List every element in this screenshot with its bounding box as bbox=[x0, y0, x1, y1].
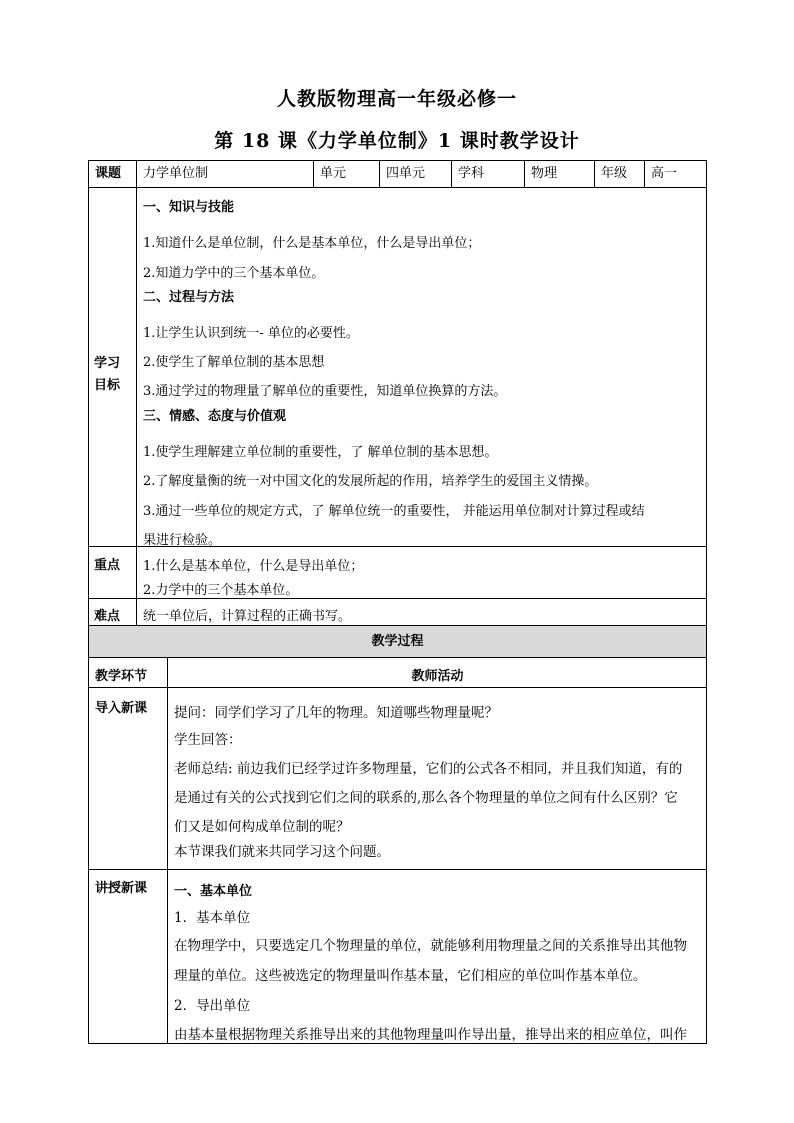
goals-label-1: 学习 bbox=[94, 356, 121, 371]
difficulty-label: 难点 bbox=[94, 609, 121, 624]
key-points-label: 重点 bbox=[94, 558, 121, 573]
intro-label: 导入新课 bbox=[95, 701, 148, 716]
intro-line: 们又是如何构成单位制的呢？ bbox=[174, 819, 350, 835]
header-cell-grade-label: 年级 bbox=[594, 161, 644, 187]
goals-item: 2.使学生了解单位制的基本思想 bbox=[143, 355, 325, 370]
goals-item: 1.使学生理解建立单位制的重要性，了 解单位制的基本思想。 bbox=[143, 445, 498, 460]
document-subtitle: 第 18 课《力学单位制》1 课时教学设计 bbox=[214, 130, 580, 152]
lecture-line: 在物理学中，只要选定几个物理量的单位，就能够利用物理量之间的关系推导出其他物 bbox=[174, 938, 687, 954]
goals-item: 果进行检验。 bbox=[143, 533, 222, 548]
lecture-label: 讲授新课 bbox=[95, 881, 148, 896]
lecture-line: 由基本量根据物理关系推导出来的其他物理量叫作导出量，推导出来的相应单位，叫作 bbox=[174, 1027, 687, 1043]
goals-item: 1.让学生认识到统一- 单位的必要性。 bbox=[143, 326, 359, 341]
intro-line: 学生回答： bbox=[174, 732, 242, 748]
goals-label-2: 目标 bbox=[94, 378, 121, 393]
header-cell-subject: 物理 bbox=[524, 161, 594, 187]
goals-section-2-title: 二、过程与方法 bbox=[143, 290, 235, 305]
header-cell-topic-label: 课题 bbox=[88, 161, 136, 187]
column-header-stage: 教学环节 bbox=[95, 669, 148, 684]
intro-line: 本节课我们就来共同学习这个问题。 bbox=[174, 844, 390, 860]
info-header-row bbox=[88, 160, 707, 188]
goals-item: 2.了解度量衡的统一对中国文化的发展所起的作用，培养学生的爱国主义情操。 bbox=[143, 474, 598, 489]
key-point-item: 1.什么是基本单位，什么是导出单位； bbox=[143, 559, 364, 574]
intro-line: 是通过有关的公式找到它们之间的联系的,那么各个物理量的单位之间有什么区别？它 bbox=[174, 790, 678, 806]
intro-line: 提问：同学们学习了几年的物理。知道哪些物理量呢？ bbox=[174, 705, 498, 721]
goals-item: 2.知道力学中的三个基本单位。 bbox=[143, 266, 325, 281]
lecture-subheading: 2．导出单位 bbox=[174, 998, 251, 1014]
goals-section-1-title: 一、知识与技能 bbox=[143, 200, 235, 215]
key-point-item: 2.力学中的三个基本单位。 bbox=[143, 583, 299, 598]
header-cell-unit-label: 单元 bbox=[313, 161, 379, 187]
difficulty-text: 统一单位后，计算过程的正确书写。 bbox=[143, 609, 352, 624]
lecture-subheading: 1．基本单位 bbox=[174, 910, 251, 926]
header-cell-unit: 四单元 bbox=[379, 161, 451, 187]
lecture-section-title: 一、基本单位 bbox=[174, 884, 253, 899]
header-cell-subject-label: 学科 bbox=[451, 161, 524, 187]
column-header-teacher-activity: 教师活动 bbox=[411, 669, 464, 684]
document-title: 人教版物理高一年级必修一 bbox=[276, 88, 517, 110]
goals-item: 3.通过学过的物理量了解单位的重要性，知道单位换算的方法。 bbox=[143, 384, 507, 399]
teaching-process-header: 教学过程 bbox=[88, 626, 707, 658]
header-cell-topic: 力学单位制 bbox=[136, 161, 313, 187]
intro-line: 老师总结: 前边我们已经学过许多物理量，它们的公式各不相同，并且我们知道，有的 bbox=[174, 761, 683, 777]
lecture-line: 理量的单位。这些被选定的物理量叫作基本量，它们相应的单位叫作基本单位。 bbox=[174, 968, 647, 984]
goals-section-3-title: 三、情感、态度与价值观 bbox=[143, 409, 287, 424]
goals-item: 1.知道什么是单位制，什么是基本单位，什么是导出单位； bbox=[143, 236, 481, 251]
header-cell-grade: 高一 bbox=[644, 161, 707, 187]
goals-item: 3.通过一些单位的规定方式，了 解单位统一的重要性， 并能运用单位制对计算过程或结 bbox=[143, 504, 645, 519]
